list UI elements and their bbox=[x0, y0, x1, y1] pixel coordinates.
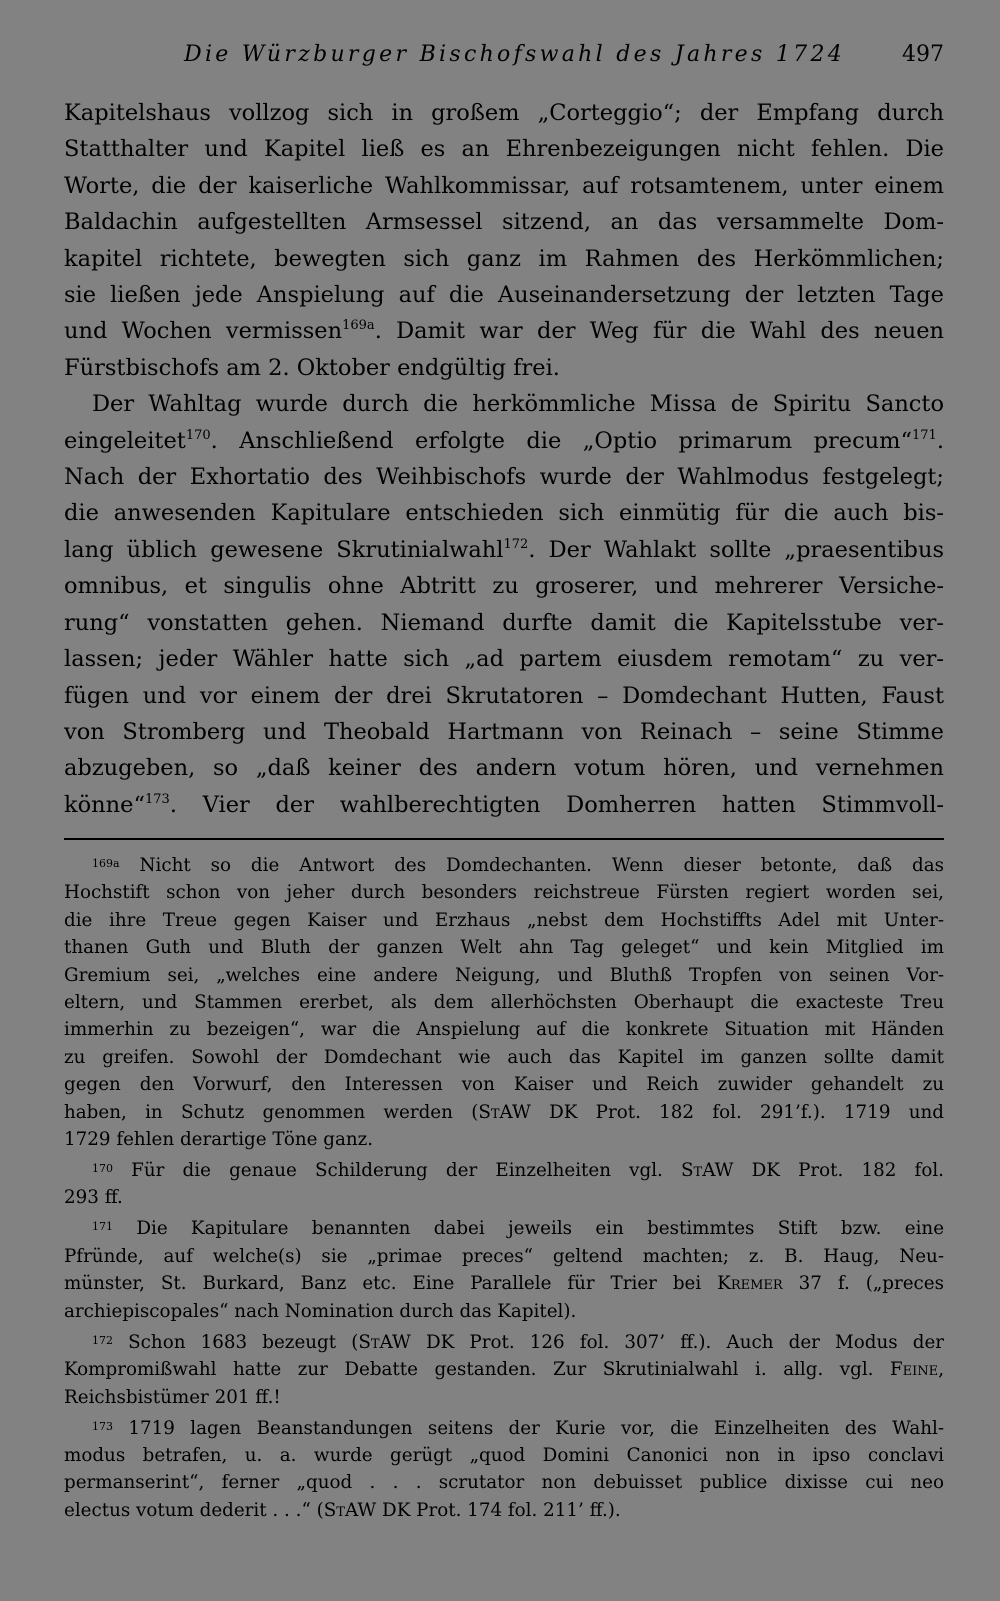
text-run: Worte, die der kaiserliche Wahlkommissar, auf rotsamtenem, unter einem bbox=[64, 172, 944, 199]
text-run: . Vier der wahlberechtigten Domherren hatten Stimmvoll- bbox=[169, 791, 944, 818]
body-line bbox=[64, 641, 944, 677]
text-run: permanserint“, ferner „quod . . . scrutator non debuisset publice dixisse cui neo bbox=[64, 1472, 944, 1494]
footnote-rule bbox=[64, 838, 944, 840]
body-line bbox=[64, 605, 944, 641]
running-title: Die Würzburger Bischofswahl des Jahres 1724 bbox=[184, 42, 846, 67]
archive-abbreviation: StAW bbox=[358, 1331, 411, 1353]
text-run: modus betrafen, u. a. wurde gerügt „quod Domini Canonici non in ipso conclavi bbox=[64, 1444, 944, 1466]
text-run: DK Prot. 126 fol. 307’ ff.). Auch der Modus der bbox=[410, 1331, 945, 1353]
text-run: die anwesenden Kapitulare entschieden sich einmütig für die auch bis- bbox=[64, 500, 944, 527]
body-line bbox=[64, 568, 944, 604]
text-run: Statthalter und Kapitel ließ es an Ehrenbezeigungen nicht fehlen. Die bbox=[64, 136, 944, 163]
page-header bbox=[64, 42, 944, 72]
footnote-number: 173 bbox=[92, 1419, 113, 1433]
text-run: . Der Wahlakt sollte „praesentibus bbox=[528, 536, 944, 563]
text-run: gegen den Vorwurf, den Interessen von Kaiser und Reich zuwider gehandelt zu bbox=[64, 1074, 944, 1096]
footnote-line bbox=[64, 1215, 944, 1242]
text-run: archiepiscopales“ nach Nomination durch das Kapitel). bbox=[64, 1300, 577, 1322]
footnote-line bbox=[64, 1016, 944, 1043]
text-run: abzugeben, so „daß keiner des andern votum hören, und vernehmen bbox=[64, 755, 944, 782]
text-run: DK Prot. 182 fol. 291’f.). 1719 und bbox=[530, 1101, 944, 1123]
text-run: die ihre Treue gegen Kaiser und Erzhaus „nebst dem Hochstiffts Adel mit Unter- bbox=[64, 909, 944, 931]
footnote-line bbox=[64, 852, 944, 879]
footnote-line bbox=[64, 1415, 944, 1442]
text-run: 293 ff. bbox=[64, 1187, 123, 1209]
footnotes bbox=[64, 852, 944, 1528]
body-line bbox=[64, 350, 944, 386]
body-line bbox=[64, 131, 944, 167]
text-run: Schon 1683 bezeugt ( bbox=[128, 1331, 359, 1353]
text-run: kapitel richtete, bewegten sich ganz im Rahmen des Herkömmlichen; bbox=[64, 245, 944, 272]
text-run: thanen Guth und Bluth der ganzen Welt ahn Tag geleget“ und kein Mitglied im bbox=[64, 937, 944, 959]
body-line bbox=[64, 168, 944, 204]
text-run: DK Prot. 174 fol. 211’ ff.). bbox=[376, 1499, 621, 1521]
text-run: Nach der Exhortatio des Weihbischofs wurde der Wahlmodus festgelegt; bbox=[64, 464, 944, 491]
text-run: sie ließen jede Anspielung auf die Auseinandersetzung der letzten Tage bbox=[64, 282, 944, 309]
text-run: rung“ vonstatten gehen. Niemand durfte damit die Kapitelsstube ver- bbox=[64, 609, 944, 636]
archive-abbreviation: Kremer bbox=[717, 1273, 783, 1295]
footnote-line bbox=[64, 989, 944, 1016]
body-line bbox=[64, 495, 944, 531]
body-text bbox=[64, 95, 944, 823]
body-line bbox=[64, 277, 944, 313]
footnote-173 bbox=[64, 1415, 944, 1525]
body-line bbox=[64, 750, 944, 786]
text-run: electus votum dederit . . .“ ( bbox=[64, 1499, 324, 1521]
footnote-line bbox=[64, 1442, 944, 1469]
footnote-line bbox=[64, 1099, 944, 1126]
footnote-reference[interactable]: 169a bbox=[342, 318, 375, 334]
footnote-line bbox=[64, 1329, 944, 1356]
footnote-reference[interactable]: 172 bbox=[503, 536, 529, 552]
footnote-line bbox=[64, 1497, 944, 1524]
text-run: fügen und vor einem der drei Skrutatoren – Domdechant Hutten, Faust bbox=[64, 682, 944, 709]
text-run: könne“ bbox=[64, 791, 145, 818]
footnote-line bbox=[64, 1126, 944, 1153]
body-line bbox=[64, 714, 944, 750]
text-run: lang üblich gewesene Skrutinialwahl bbox=[64, 536, 504, 563]
text-run: von Stromberg und Theobald Hartmann von Reinach – seine Stimme bbox=[64, 718, 944, 745]
footnote-172 bbox=[64, 1329, 944, 1411]
text-run: . Anschließend erfolgte die „Optio primarum precum“ bbox=[210, 427, 913, 454]
footnote-line bbox=[64, 962, 944, 989]
body-line bbox=[64, 459, 944, 495]
archive-abbreviation: StAW bbox=[323, 1499, 377, 1521]
text-run: haben, in Schutz genommen werden ( bbox=[64, 1101, 479, 1123]
archive-abbreviation: StAW bbox=[478, 1101, 531, 1123]
text-run: Baldachin aufgestellten Armsessel sitzend, an das versammelte Dom- bbox=[64, 209, 944, 236]
text-run: Nicht so die Antwort des Domdechanten. Wenn dieser betonte, daß das bbox=[139, 855, 945, 876]
footnote-line bbox=[64, 907, 944, 934]
text-run: 1729 fehlen derartige Töne ganz. bbox=[64, 1129, 374, 1151]
footnote-line bbox=[64, 879, 944, 906]
body-line bbox=[64, 678, 944, 714]
text-run: 37 f. („preces bbox=[782, 1273, 944, 1295]
text-run: eingeleitet bbox=[64, 427, 186, 454]
text-run: münster, St. Burkard, Banz etc. Eine Parallele für Trier bei bbox=[64, 1273, 718, 1295]
body-line bbox=[64, 787, 944, 823]
footnote-reference[interactable]: 170 bbox=[185, 427, 211, 443]
footnote-line bbox=[64, 1071, 944, 1098]
footnote-169a bbox=[64, 852, 944, 1153]
page-number: 497 bbox=[902, 42, 944, 67]
text-run: Kapitelshaus vollzog sich in großem „Corteggio“; der Empfang durch bbox=[64, 100, 944, 126]
text-run: 1719 lagen Beanstandungen seitens der Kurie vor, die Einzelheiten des Wahl- bbox=[128, 1417, 945, 1439]
text-run: . bbox=[936, 427, 944, 454]
footnote-171 bbox=[64, 1215, 944, 1325]
text-run: Reichsbistümer 201 ff.! bbox=[64, 1386, 281, 1408]
text-run: eltern, und Stammen ererbet, als dem allerhöchsten Oberhaupt die exacteste Treu bbox=[64, 992, 944, 1014]
text-run: DK Prot. 182 fol. bbox=[733, 1160, 944, 1182]
footnote-line bbox=[64, 1298, 944, 1325]
footnote-line bbox=[64, 1243, 944, 1270]
text-run: lassen; jeder Wähler hatte sich „ad partem eiusdem remotam“ zu ver- bbox=[64, 646, 944, 673]
body-line bbox=[64, 241, 944, 277]
footnote-170 bbox=[64, 1157, 944, 1212]
footnote-line bbox=[64, 1270, 944, 1297]
text-run: Die Kapitulare benannten dabei jeweils ein bestimmtes Stift bzw. eine bbox=[136, 1218, 945, 1240]
text-run: Hochstift schon von jeher durch besonders reichstreue Fürsten regiert worden sei, bbox=[64, 882, 944, 904]
footnote-number: 172 bbox=[92, 1333, 113, 1347]
text-run: Pfründe, auf welche(s) sie „primae preces“ geltend machten; z. B. Haug, Neu- bbox=[64, 1245, 944, 1267]
footnote-reference[interactable]: 173 bbox=[144, 791, 170, 807]
footnote-line bbox=[64, 1469, 944, 1496]
text-run: Gremium sei, „welches eine andere Neigung, und Bluthß Tropfen von seinen Vor- bbox=[64, 964, 944, 986]
body-line bbox=[64, 204, 944, 240]
footnote-reference[interactable]: 171 bbox=[912, 427, 937, 443]
text-run: Für die genaue Schilderung der Einzelheiten vgl. bbox=[131, 1160, 682, 1182]
footnote-line bbox=[64, 934, 944, 961]
body-line bbox=[64, 386, 944, 422]
body-line bbox=[64, 423, 944, 459]
body-line bbox=[64, 313, 944, 349]
footnote-number: 169a bbox=[92, 857, 120, 870]
footnote-line bbox=[64, 1184, 944, 1211]
text-run: , bbox=[938, 1359, 944, 1381]
footnote-number: 171 bbox=[92, 1220, 113, 1234]
archive-abbreviation: Feine bbox=[890, 1359, 939, 1381]
text-run: zu greifen. Sowohl der Domdechant wie auch das Kapitel im ganzen sollte damit bbox=[64, 1046, 944, 1068]
footnote-line bbox=[64, 1044, 944, 1071]
text-run: Kompromißwahl hatte zur Debatte gestanden. Zur Skrutinialwahl i. allg. vgl. bbox=[64, 1359, 890, 1381]
text-run: und Wochen vermissen bbox=[64, 318, 343, 345]
text-run: Der Wahltag wurde durch die herkömmliche Missa de Spiritu Sancto bbox=[92, 391, 944, 418]
body-line bbox=[64, 532, 944, 568]
text-run: Fürstbischofs am 2. Oktober endgültig frei. bbox=[64, 354, 560, 381]
footnote-line bbox=[64, 1356, 944, 1383]
archive-abbreviation: StAW bbox=[681, 1160, 734, 1182]
footnote-number: 170 bbox=[92, 1162, 113, 1176]
text-run: . Damit war der Weg für die Wahl des neuen bbox=[374, 318, 944, 345]
body-line bbox=[64, 95, 944, 131]
text-run: immerhin zu bezeigen“, war die Anspielung auf die konkrete Situation mit Händen bbox=[64, 1019, 944, 1041]
text-run: omnibus, et singulis ohne Abtritt zu groserer, und mehrerer Versiche- bbox=[64, 573, 944, 600]
footnote-line bbox=[64, 1384, 944, 1411]
footnote-line bbox=[64, 1157, 944, 1184]
